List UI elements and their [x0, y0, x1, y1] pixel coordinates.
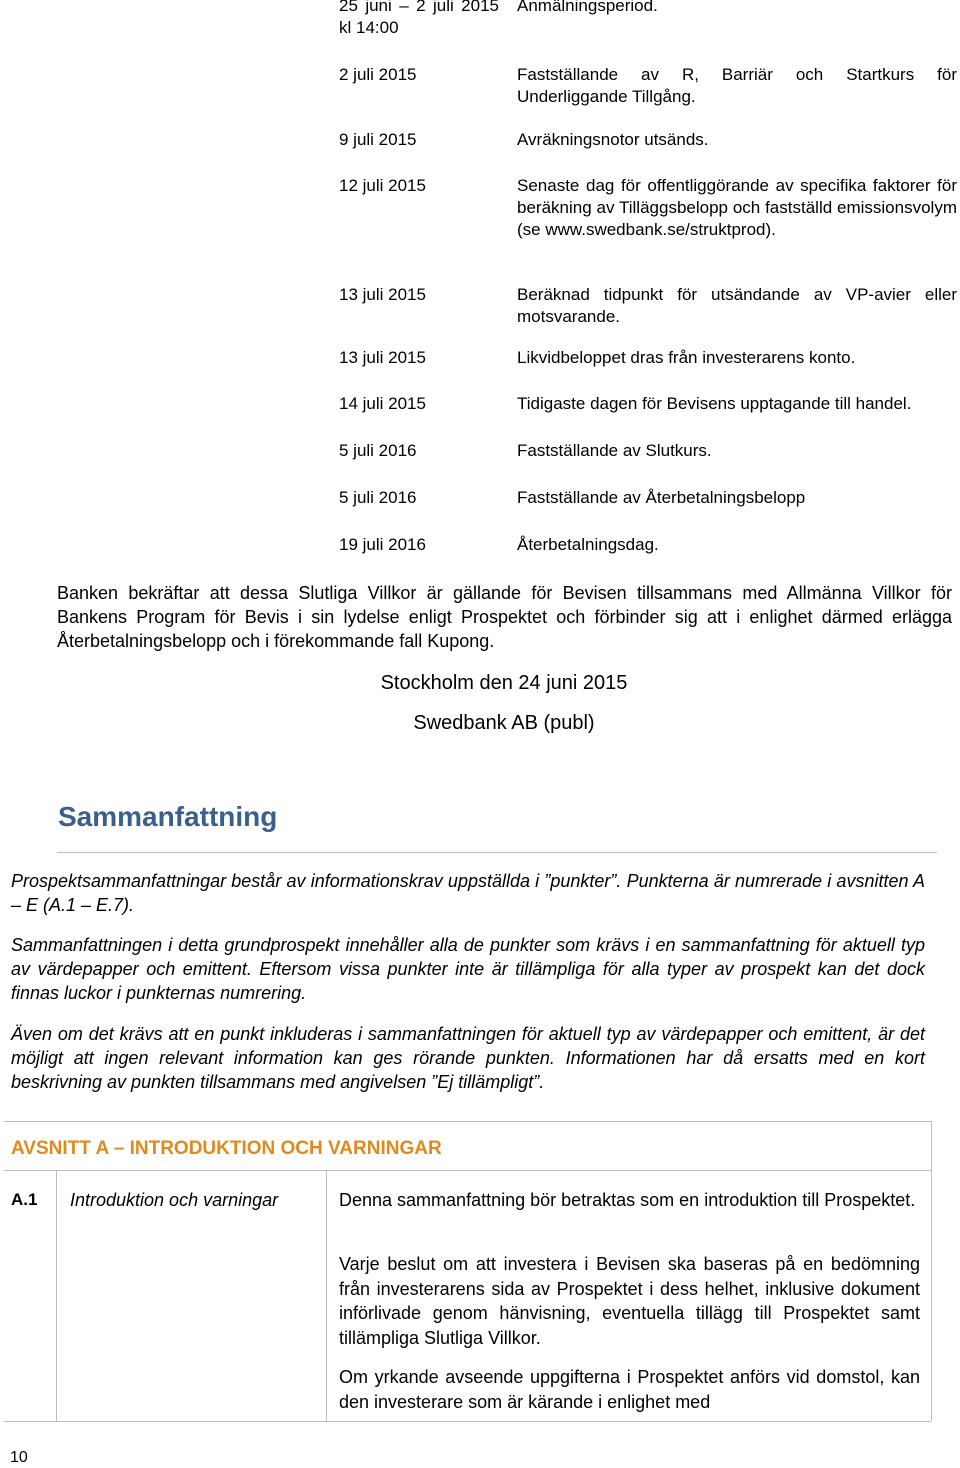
issuer-name: Swedbank AB (publ) [413, 712, 595, 734]
timeline-event: Senaste dag för offentliggörande av specifika faktorer för beräkning av Tilläggsbelopp och fastställd emissionsvolym (se www.swedbank.se/struktprod). [517, 176, 957, 239]
timeline-date: 13 juli 2015 [339, 285, 426, 304]
page-number: 10 [10, 1449, 28, 1466]
timeline-event: Anmälningsperiod. [517, 0, 658, 15]
timeline-date: 2 juli 2015 [339, 65, 417, 84]
divider [56, 1170, 57, 1421]
timeline-date: 5 juli 2016 [339, 441, 417, 460]
timeline-event: Tidigaste dagen för Bevisens upptagande till handel. [517, 394, 912, 413]
summary-intro-paragraph: Även om det krävs att en punkt inkluderas i sammanfattningen för aktuell typ av värdepapper och emittent, är det möjligt att ingen relevant information kan ges rörande punkten. Informationen har då ersatts med en kort beskrivning av punkten tillsammans med angivelsen ”Ej tillämpligt”. [11, 1024, 925, 1092]
timeline-date: 9 juli 2015 [339, 130, 417, 149]
summary-intro-paragraph: Prospektsammanfattningar består av informationskrav uppställda i ”punkter”. Punkterna är numrerade i avsnitten A – E (A.1 – E.7). [11, 871, 925, 915]
divider [57, 852, 937, 853]
timeline-event: Beräknad tidpunkt för utsändande av VP-avier eller motsvarande. [517, 285, 957, 326]
timeline-event: Fastställande av R, Barriär och Startkurs för Underliggande Tillgång. [517, 65, 957, 106]
timeline-date: 25 juni – 2 juli 2015 kl 14:00 [339, 0, 499, 37]
divider [4, 1121, 931, 1122]
divider [326, 1170, 327, 1421]
timeline-date: 14 juli 2015 [339, 394, 426, 413]
timeline-date: 19 juli 2016 [339, 535, 426, 554]
item-title: Introduktion och varningar [70, 1190, 279, 1210]
place-date: Stockholm den 24 juni 2015 [380, 672, 628, 694]
timeline-event: Fastställande av Slutkurs. [517, 441, 712, 460]
summary-intro-paragraph: Sammanfattningen i detta grundprospekt innehåller alla de punkter som krävs i en sammanfattning för aktuell typ av värdepapper och emittent. Eftersom vissa punkter inte är tillämpliga för alla typer av prospekt kan det dock finnas luckor i punkternas numrering. [11, 935, 925, 1003]
timeline-date: 13 juli 2015 [339, 348, 426, 367]
item-paragraph: Denna sammanfattning bör betraktas som en introduktion till Prospektet. [339, 1190, 916, 1210]
confirmation-paragraph: Banken bekräftar att dessa Slutliga Villkor är gällande för Bevisen tillsammans med Allmänna Villkor för Bankens Program för Bevis i sin lydelse enligt Prospektet och förbinder sig att i enlighet därmed erlägga Återbetalningsbelopp och i förekommande fall Kupong. [57, 583, 952, 651]
divider [4, 1421, 931, 1422]
section-a-heading: AVSNITT A – INTRODUKTION OCH VARNINGAR [11, 1138, 442, 1159]
timeline-event: Återbetalningsdag. [517, 535, 659, 554]
item-paragraph: Varje beslut om att investera i Bevisen ska baseras på en bedömning från investerarens sida av Prospektet i dess helhet, inklusive dokument införlivade genom hänvisning, eventuella tillägg till Prospektet samt tillämpliga Slutliga Villkor. [339, 1254, 920, 1348]
divider [931, 1170, 932, 1421]
item-number: A.1 [11, 1190, 38, 1209]
timeline-date: 5 juli 2016 [339, 488, 417, 507]
divider [931, 1121, 932, 1171]
timeline-event: Avräkningsnotor utsänds. [517, 130, 709, 149]
timeline-event: Likvidbeloppet dras från investerarens konto. [517, 348, 856, 367]
summary-heading: Sammanfattning [58, 801, 278, 832]
timeline-event: Fastställande av Återbetalningsbelopp [517, 488, 806, 507]
divider [4, 1170, 931, 1171]
timeline-date: 12 juli 2015 [339, 176, 426, 195]
item-paragraph: Om yrkande avseende uppgifterna i Prospektet anförs vid domstol, kan den investerare som är kärande i enlighet med [339, 1367, 920, 1412]
